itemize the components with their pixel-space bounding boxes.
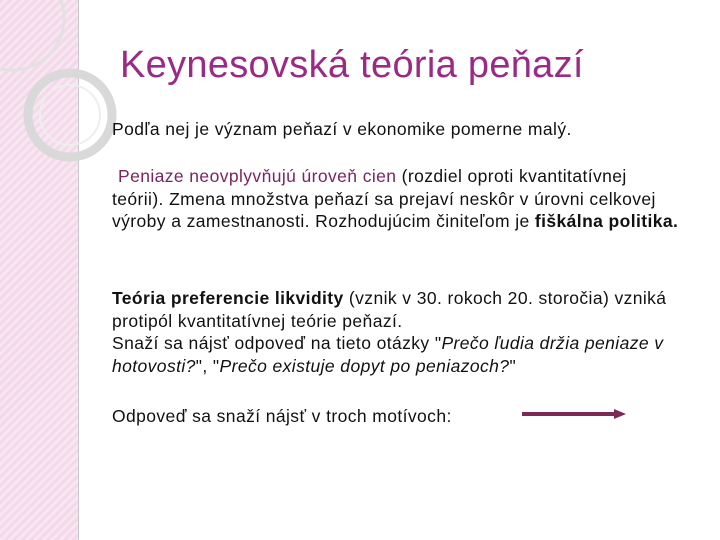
slide-title: Keynesovská teória peňazí bbox=[120, 44, 584, 86]
paragraph-text: (rozdiel oproti kvantitatívnej teórii). Zmena množstva peňazí sa prejaví neskôr v úrovni celkovej výroby a zamestnanosti. Rozhodujúcim činiteľom je bbox=[112, 166, 656, 231]
paragraph-text: " bbox=[509, 355, 517, 376]
italic-question: Prečo ľudia držia peniaze v hotovosti? bbox=[112, 333, 664, 376]
paragraph-text: ", " bbox=[195, 355, 220, 376]
right-arrow-icon bbox=[520, 406, 630, 422]
paragraph-price-level bbox=[112, 165, 682, 233]
bold-term: fiškálna politika. bbox=[534, 211, 679, 231]
italic-question: Prečo existuje dopyt po peniazoch? bbox=[219, 355, 510, 376]
highlight-text: Peniaze neovplyvňujú úroveň cien bbox=[118, 166, 397, 186]
bold-term: Teória preferencie likvidity bbox=[112, 288, 344, 308]
paragraph-text: Snaží sa nájsť odpoveď na tieto otázky " bbox=[112, 333, 442, 353]
paragraph-text: (vznik v 30. rokoch 20. storočia) vzniká protipól kvantitatívnej teórie peňazí. bbox=[112, 288, 667, 331]
paragraph-money-importance: Podľa nej je význam peňazí v ekonomike pomerne malý. bbox=[112, 119, 572, 139]
paragraph-liquidity-preference bbox=[112, 287, 682, 377]
paragraph-motives: Odpoveď sa snaží nájsť v troch motívoch: bbox=[112, 406, 452, 426]
